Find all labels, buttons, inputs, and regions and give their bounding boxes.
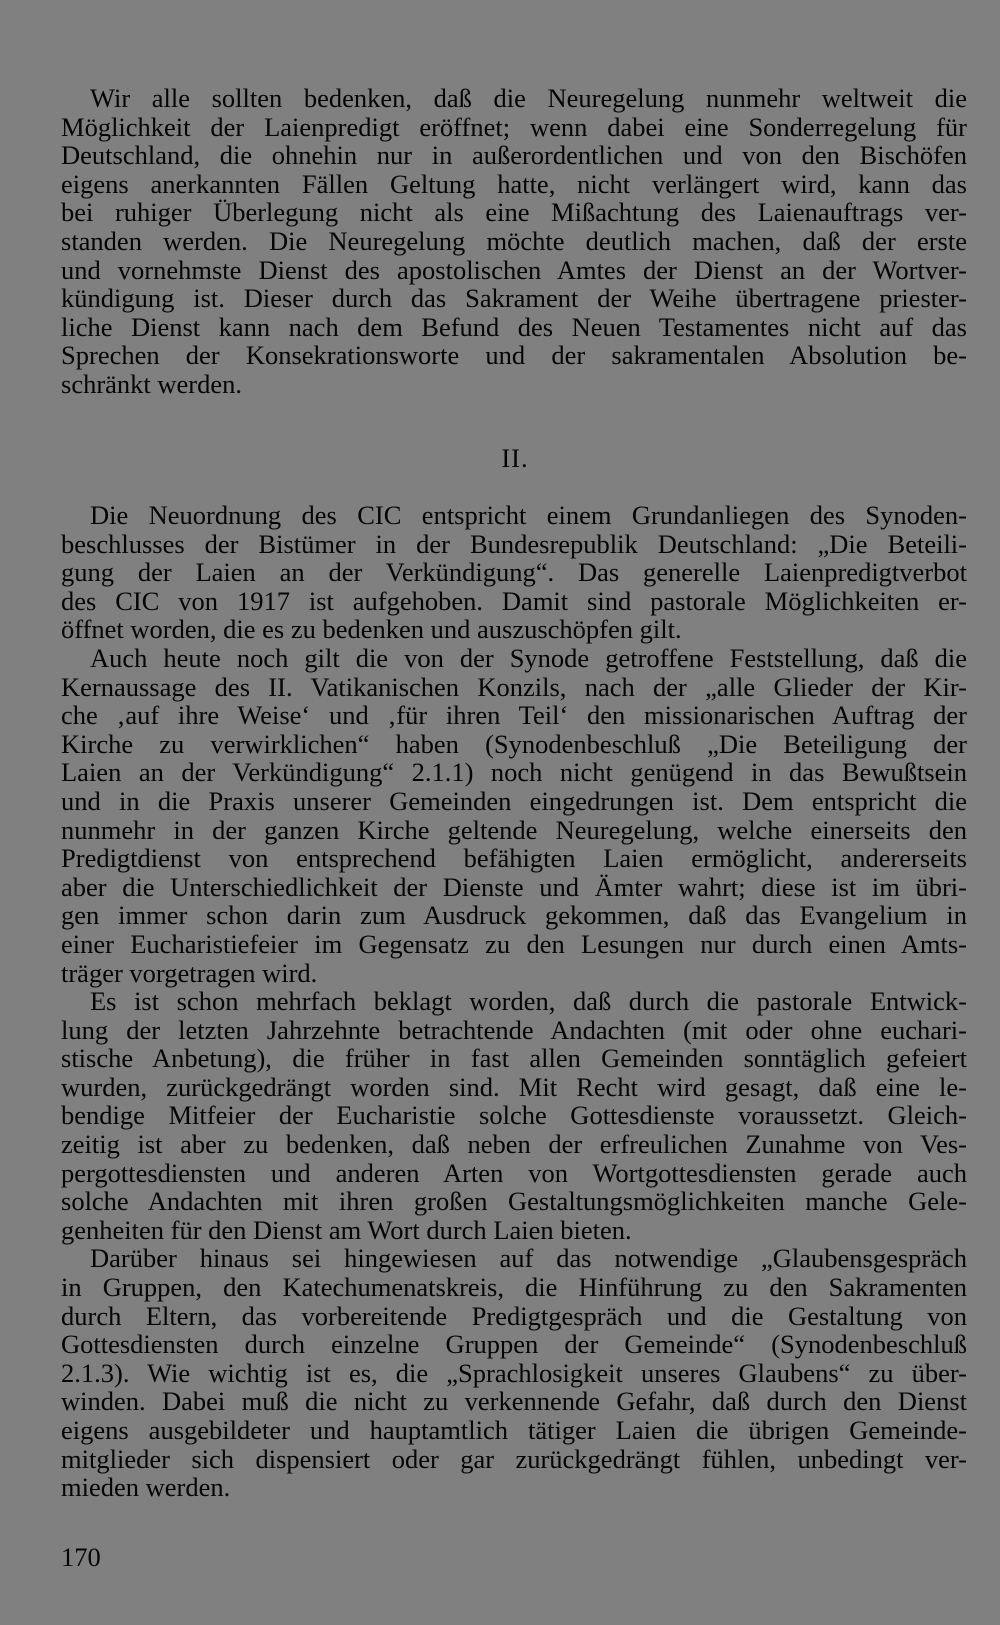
section-body [61, 501, 967, 1502]
text-line: Auch heute noch gilt die von der Synode getroffene Feststellung, daß die [90, 642, 967, 673]
text-line: Gottesdiensten durch einzelne Gruppen der Gemeinde“ (Synodenbeschluß [61, 1329, 967, 1360]
text-line: schränkt werden. [61, 368, 243, 399]
section-heading: II. [501, 443, 529, 473]
text-line: gung der Laien an der Verkündigung“. Das generelle Laienpredigtverbot [61, 557, 967, 588]
text-line: winden. Dabei muß die nicht zu verkennende Gefahr, daß durch den Dienst [61, 1386, 967, 1417]
text-line: genheiten für den Dienst am Wort durch Laien bieten. [61, 1214, 632, 1245]
text-line: in Gruppen, den Katechumenatskreis, die Hinführung zu den Sakramenten [61, 1272, 967, 1303]
text-line: bei ruhiger Überlegung nicht als eine Mißachtung des Laienauftrags ver- [61, 197, 967, 228]
text-line: Es ist schon mehrfach beklagt worden, daß durch die pastorale Entwick- [90, 986, 967, 1017]
text-line: mieden werden. [61, 1472, 231, 1503]
text-line: nunmehr in der ganzen Kirche geltende Neuregelung, welche einerseits den [61, 814, 967, 845]
text-line: Kirche zu verwirklichen“ haben (Synodenbeschluß „Die Beteiligung der [61, 728, 967, 759]
text-line: Predigtdienst von entsprechend befähigten Laien ermöglicht, andererseits [61, 843, 967, 874]
text-line: durch Eltern, das vorbereitende Predigtgespräch und die Gestaltung von [61, 1300, 967, 1331]
text-line: solche Andachten mit ihren großen Gestaltungsmöglichkeiten manche Gele- [61, 1186, 967, 1217]
text-line: gen immer schon darin zum Ausdruck gekommen, daß das Evangelium in [61, 900, 967, 931]
text-line: Die Neuordnung des CIC entspricht einem Grundanliegen des Synoden- [90, 500, 967, 530]
text-line: und in die Praxis unserer Gemeinden eingedrungen ist. Dem entspricht die [61, 785, 967, 816]
text-line: Deutschland, die ohnehin nur in außerordentlichen und von den Bischöfen [61, 140, 967, 171]
text-line: standen werden. Die Neuregelung möchte deutlich machen, daß der erste [61, 225, 967, 256]
text-line: kündigung ist. Dieser durch das Sakrament der Weihe übertragene priester- [61, 283, 967, 314]
text-line: zeitig ist aber zu bedenken, daß neben der erfreulichen Zunahme von Ves- [61, 1129, 967, 1160]
text-line: öffnet worden, die es zu bedenken und auszuschöpfen gilt. [61, 614, 682, 645]
text-line: stische Anbetung), die früher in fast allen Gemeinden sonntäglich gefeiert [61, 1043, 967, 1074]
text-line: Wir alle sollten bedenken, daß die Neuregelung nunmehr weltweit die [90, 83, 967, 113]
text-line: eigens ausgebildeter und hauptamtlich tätiger Laien die übrigen Gemeinde- [61, 1415, 967, 1445]
text-line: Darüber hinaus sei hingewiesen auf das notwendige „Glaubensgespräch [90, 1243, 967, 1274]
text-line: einer Eucharistiefeier im Gegensatz zu den Lesungen nur durch einen Amts- [61, 928, 967, 959]
text-line: Sprechen der Konsekrationsworte und der sakramentalen Absolution be- [61, 340, 967, 371]
paragraph-laienpredigt [61, 84, 967, 399]
text-line: beschlusses der Bistümer in der Bundesrepublik Deutschland: „Die Beteili- [61, 528, 967, 559]
text-line: und vornehmste Dienst des apostolischen Amtes der Dienst an der Wortver- [61, 254, 967, 285]
text-line: eigens anerkannten Fällen Geltung hatte, nicht verlängert wird, kann das [61, 168, 967, 199]
text-line: Laien an der Verkündigung“ 2.1.1) noch nicht genügend in das Bewußtsein [61, 757, 967, 788]
text-line: wurden, zurückgedrängt worden sind. Mit Recht wird gesagt, daß eine le- [61, 1071, 967, 1102]
text-line: mitglieder sich dispensiert oder gar zurückgedrängt fühlen, unbedingt ver- [61, 1443, 967, 1474]
page-number: 170 [61, 1542, 101, 1572]
text-line: pergottesdiensten und anderen Arten von Wortgottesdiensten gerade auch [61, 1157, 967, 1188]
text-line: des CIC von 1917 ist aufgehoben. Damit sind pastorale Möglichkeiten er- [61, 585, 967, 616]
text-line: Möglichkeit der Laienpredigt eröffnet; wenn dabei eine Sonderregelung für [61, 111, 967, 142]
text-line: träger vorgetragen wird. [61, 957, 318, 988]
text-line: liche Dienst kann nach dem Befund des Neuen Testamentes nicht auf das [61, 311, 967, 342]
text-line: lung der letzten Jahrzehnte betrachtende Andachten (mit oder ohne euchari- [61, 1014, 967, 1045]
text-line: 2.1.3). Wie wichtig ist es, die „Sprachlosigkeit unseres Glaubens“ zu über- [61, 1357, 967, 1388]
text-line: aber die Unterschiedlichkeit der Dienste und Ämter wahrt; diese ist im übri- [61, 871, 967, 902]
text-line: bendige Mitfeier der Eucharistie solche Gottesdienste voraussetzt. Gleich- [61, 1100, 967, 1131]
text-line: che ‚auf ihre Weise‘ und ‚für ihren Teil‘ den missionarischen Auftrag der [61, 700, 967, 731]
text-line: Kernaussage des II. Vatikanischen Konzils, nach der „alle Glieder der Kir- [61, 671, 967, 702]
